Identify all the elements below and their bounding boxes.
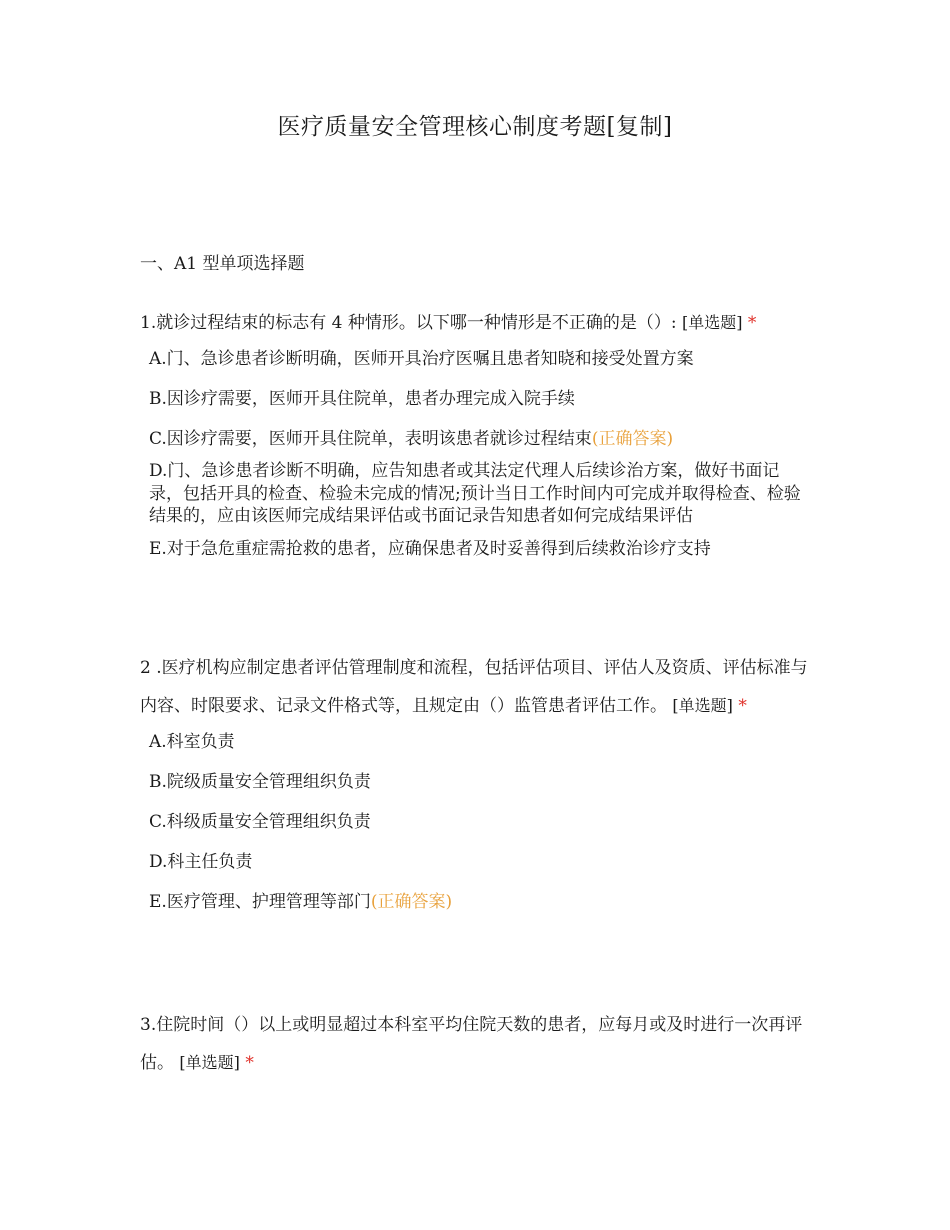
option-text: D.门、急诊患者诊断不明确，应告知患者或其法定代理人后续诊治方案，做好书面记录，包括开具的检查、检验未完成的情况;预计当日工作时间内可完成并取得检查、检验结果的，应由该医师完成结果评估或书面记录告知患者如何完成结果评估 — [149, 461, 801, 526]
option-c[interactable] — [149, 811, 804, 833]
option-b[interactable] — [149, 388, 804, 410]
option-text: C.因诊疗需要，医师开具住院单，表明该患者就诊过程结束 — [149, 429, 592, 449]
question-stem — [140, 306, 812, 340]
option-text: B.因诊疗需要，医师开具住院单，患者办理完成入院手续 — [149, 389, 575, 409]
question-stem — [140, 649, 812, 725]
option-text: E.对于急危重症需抢救的患者，应确保患者及时妥善得到后续救治诊疗支持 — [149, 538, 711, 559]
option-text: C.科级质量安全管理组织负责 — [149, 812, 371, 832]
option-a[interactable] — [149, 348, 804, 370]
section-heading: 一、A1 型单项选择题 — [140, 254, 305, 274]
option-d[interactable] — [149, 851, 804, 873]
option-text: A.科室负责 — [149, 732, 235, 752]
question-3 — [140, 1006, 812, 1082]
option-text: B.院级质量安全管理组织负责 — [149, 772, 371, 792]
required-mark: * — [747, 313, 757, 333]
option-c[interactable] — [149, 428, 804, 450]
question-stem — [140, 1006, 812, 1082]
option-b[interactable] — [149, 771, 804, 793]
option-e[interactable] — [149, 538, 804, 560]
question-2 — [140, 649, 812, 931]
required-mark: * — [245, 1053, 254, 1073]
correct-answer-mark: (正确答案) — [591, 429, 674, 449]
option-e[interactable] — [149, 891, 804, 913]
option-text: A.门、急诊患者诊断明确，医师开具治疗医嘱且患者知晓和接受处置方案 — [149, 349, 694, 369]
option-d[interactable] — [149, 460, 804, 528]
question-text: 3.住院时间（）以上或明显超过本科室平均住院天数的患者，应每月或及时进行一次再评估。 — [140, 1015, 803, 1073]
question-type-label: [单选题] — [672, 696, 733, 715]
option-text: D.科主任负责 — [149, 852, 253, 872]
question-type-label: [单选题] — [179, 1053, 240, 1072]
question-text: 2 .医疗机构应制定患者评估管理制度和流程，包括评估项目、评估人及资质、评估标准与内容、时限要求、记录文件格式等，且规定由（）监管患者评估工作。 — [140, 658, 808, 716]
option-list — [140, 731, 812, 913]
question-1 — [140, 306, 812, 578]
option-list — [140, 348, 812, 560]
correct-answer-mark: (正确答案) — [370, 892, 453, 912]
required-mark: * — [738, 696, 747, 716]
question-text: 1.就诊过程结束的标志有 4 种情形。以下哪一种情形是不正确的是（）: — [140, 313, 677, 333]
question-type-label: [单选题] — [681, 313, 743, 332]
option-a[interactable] — [149, 731, 804, 753]
option-text: E.医疗管理、护理管理等部门 — [149, 892, 371, 912]
document-title: 医疗质量安全管理核心制度考题[复制] — [277, 114, 673, 140]
